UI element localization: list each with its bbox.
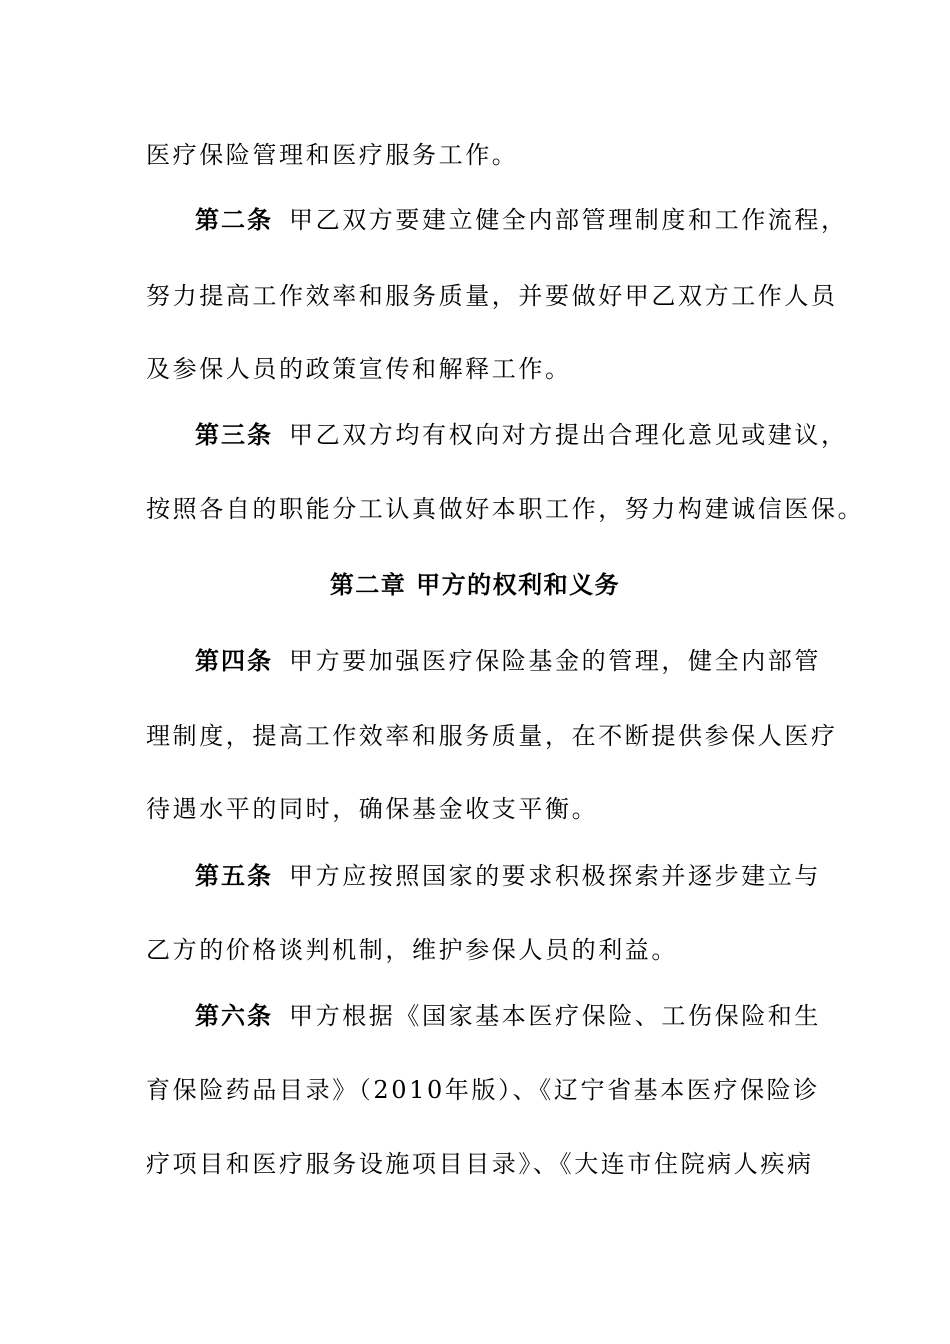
article-3-text: 甲乙双方均有权向对方提出合理化意见或建议， [289,421,848,449]
article-5-line-1 [195,861,885,891]
article-3-line-1 [195,420,885,450]
article-2-text: 甲乙双方要建立健全内部管理制度和工作流程， [289,206,848,234]
article-6-label: 第六条 [195,1001,273,1030]
article-6-line-3: 疗项目和医疗服务设施项目目录》、《大连市住院病人疾病 [146,1150,814,1178]
article-2-line-2: 努力提高工作效率和服务质量，并要做好甲乙双方工作人员 [146,282,838,310]
article-2-line-3: 及参保人员的政策宣传和解释工作。 [146,355,572,383]
article-5-line-2: 乙方的价格谈判机制，维护参保人员的利益。 [146,936,678,964]
article-2-line-1 [195,205,885,235]
article-4-label: 第四条 [195,646,273,675]
article-4-line-3: 待遇水平的同时，确保基金收支平衡。 [146,795,599,823]
paragraph-line: 医疗保险管理和医疗服务工作。 [146,141,519,169]
article-3-line-2: 按照各自的职能分工认真做好本职工作，努力构建诚信医保。 [146,495,865,523]
article-4-line-1 [195,646,885,676]
article-6-line-1 [195,1001,885,1031]
article-3-label: 第三条 [195,420,273,449]
article-4-line-2: 理制度，提高工作效率和服务质量，在不断提供参保人医疗 [146,722,838,750]
article-5-label: 第五条 [195,861,273,890]
article-2-label: 第二条 [195,205,273,234]
chapter-heading: 第二章 甲方的权利和义务 [329,570,621,599]
article-6-text: 甲方根据《国家基本医疗保险、工伤保险和生 [289,1002,821,1030]
article-5-text: 甲方应按照国家的要求积极探索并逐步建立与 [289,862,821,890]
article-6-line-2: 育保险药品目录》（2010年版）、《辽宁省基本医疗保险诊 [146,1076,820,1104]
article-4-text: 甲方要加强医疗保险基金的管理，健全内部管 [289,647,821,675]
